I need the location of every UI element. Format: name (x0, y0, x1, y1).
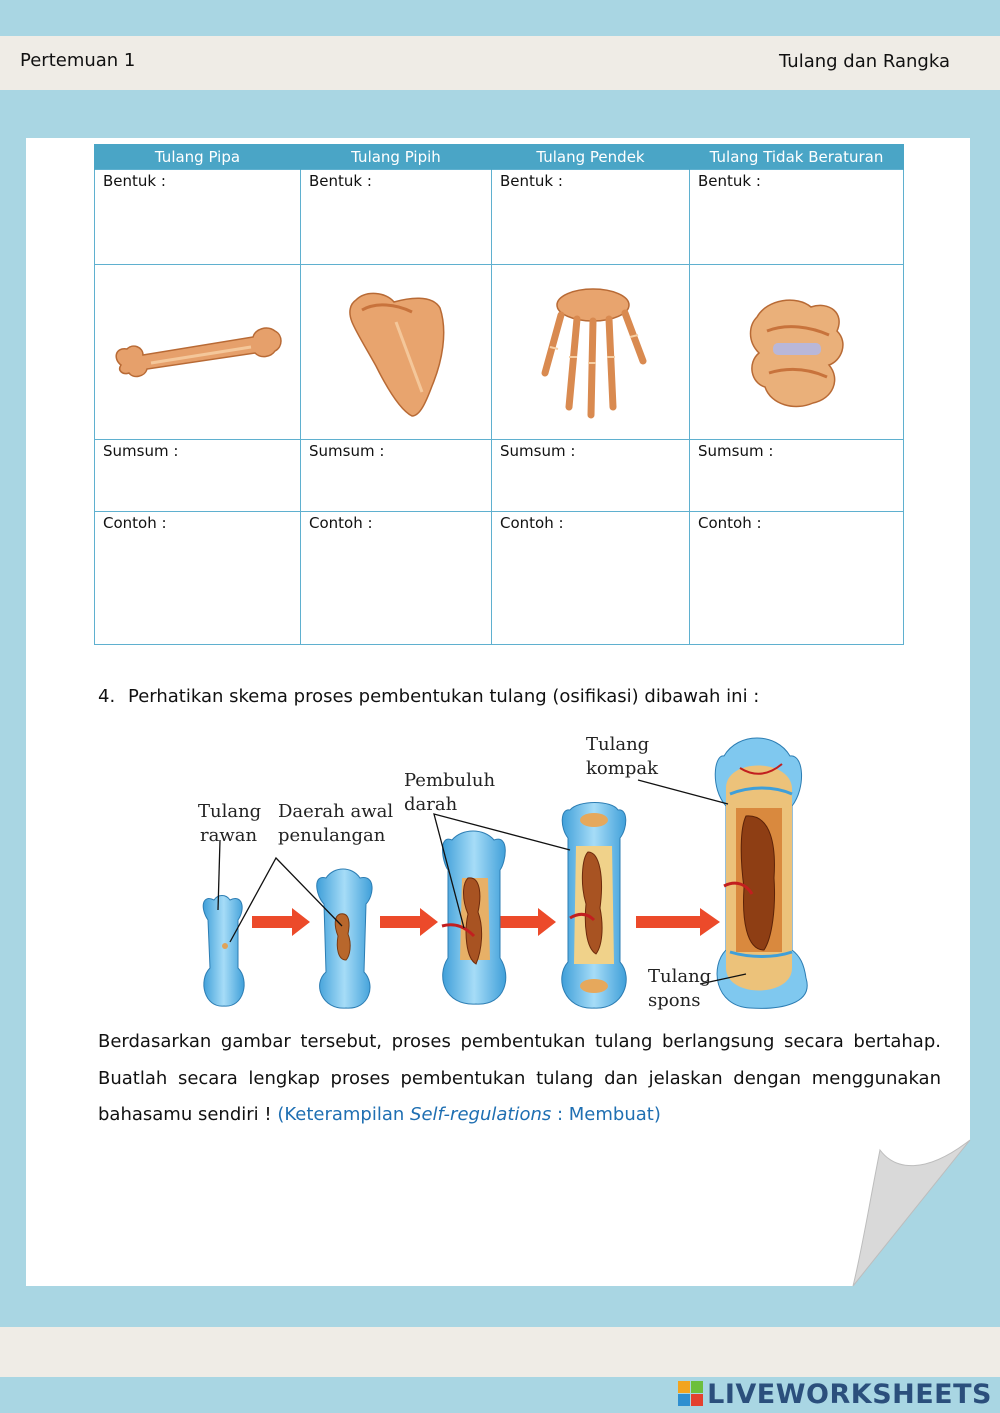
sumsum-label: Sumsum : (103, 442, 179, 460)
skill-note (277, 1104, 661, 1125)
sumsum-label: Sumsum : (500, 442, 576, 460)
stage-2-ossification-center (317, 869, 372, 1008)
image-cell-pipa (95, 265, 301, 440)
question-text: Perhatikan skema proses pembentukan tulang (osifikasi) dibawah ini : (128, 686, 760, 707)
label-spons-line1: Tulang (648, 966, 712, 987)
bentuk-cell-pipih[interactable] (301, 170, 492, 265)
image-cell-tidak-beraturan (690, 265, 904, 440)
vertebra-bone-image (737, 287, 857, 417)
scapula-bone-image (336, 282, 456, 422)
question-4 (98, 686, 759, 707)
label-daerah-awal-line2: penulangan (278, 825, 386, 846)
contoh-cell-pendek[interactable] (492, 512, 690, 645)
column-header-tulang-pipa: Tulang Pipa (95, 144, 301, 170)
instruction-paragraph (98, 1024, 941, 1134)
question-number: 4. (98, 686, 116, 707)
label-tulang-rawan-line1: Tulang (198, 801, 262, 822)
contoh-label: Contoh : (103, 514, 167, 532)
skill-suffix: : Membuat) (556, 1104, 661, 1125)
footer-band (0, 1327, 1000, 1377)
sumsum-cell-pendek[interactable] (492, 440, 690, 512)
label-pembuluh-line2: darah (404, 794, 458, 815)
sumsum-label: Sumsum : (698, 442, 774, 460)
bentuk-label: Bentuk : (309, 172, 372, 190)
bentuk-label: Bentuk : (103, 172, 166, 190)
stage-5-mature-bone (715, 738, 807, 1008)
column-header-tulang-tidak-beraturan: Tulang Tidak Beraturan (690, 144, 904, 170)
skill-prefix: (Keterampilan (277, 1104, 405, 1125)
sumsum-cell-pipa[interactable] (95, 440, 301, 512)
bentuk-cell-pipa[interactable] (95, 170, 301, 265)
bentuk-cell-tidak-beraturan[interactable] (690, 170, 904, 265)
bentuk-cell-pendek[interactable] (492, 170, 690, 265)
label-daerah-awal-line1: Daerah awal (278, 801, 394, 822)
header-topic-label: Tulang dan Rangka (779, 51, 950, 72)
contoh-label: Contoh : (500, 514, 564, 532)
label-pembuluh-line1: Pembuluh (404, 770, 496, 791)
instruction-text: Berdasarkan gambar tersebut, proses pembentukan tulang berlangsung secara bertahap. Buatlah secara lengkap proses pembentukan tulang dan jelaskan dengan menggunakan bahasamu sendiri ! (98, 1031, 941, 1125)
stage-1-cartilage (203, 896, 244, 1007)
contoh-cell-tidak-beraturan[interactable] (690, 512, 904, 645)
label-spons-line2: spons (648, 990, 701, 1011)
sumsum-cell-tidak-beraturan[interactable] (690, 440, 904, 512)
bone-types-table (94, 144, 904, 645)
skill-italic: Self-regulations (410, 1104, 552, 1125)
logo-icon (678, 1381, 704, 1407)
contoh-cell-pipih[interactable] (301, 512, 492, 645)
stage-4-secondary-centers (562, 803, 626, 1009)
image-cell-pipih (301, 265, 492, 440)
bentuk-label: Bentuk : (698, 172, 761, 190)
contoh-label: Contoh : (309, 514, 373, 532)
stage-3-blood-vessel (442, 831, 506, 1004)
column-header-tulang-pipih: Tulang Pipih (301, 144, 492, 170)
hand-bones-image (531, 277, 651, 427)
femur-bone-image (103, 307, 293, 397)
contoh-cell-pipa[interactable] (95, 512, 301, 645)
contoh-label: Contoh : (698, 514, 762, 532)
header-meeting-label: Pertemuan 1 (20, 50, 136, 71)
label-tulang-rawan-line2: rawan (200, 825, 258, 846)
liveworksheets-logo (678, 1378, 992, 1410)
logo-text: LIVEWORKSHEETS (707, 1378, 992, 1410)
label-kompak-line1: Tulang (586, 734, 650, 755)
bentuk-label: Bentuk : (500, 172, 563, 190)
image-cell-pendek (492, 265, 690, 440)
sumsum-cell-pipih[interactable] (301, 440, 492, 512)
ossification-diagram (180, 728, 830, 1013)
label-kompak-line2: kompak (586, 758, 658, 779)
sumsum-label: Sumsum : (309, 442, 385, 460)
column-header-tulang-pendek: Tulang Pendek (492, 144, 690, 170)
